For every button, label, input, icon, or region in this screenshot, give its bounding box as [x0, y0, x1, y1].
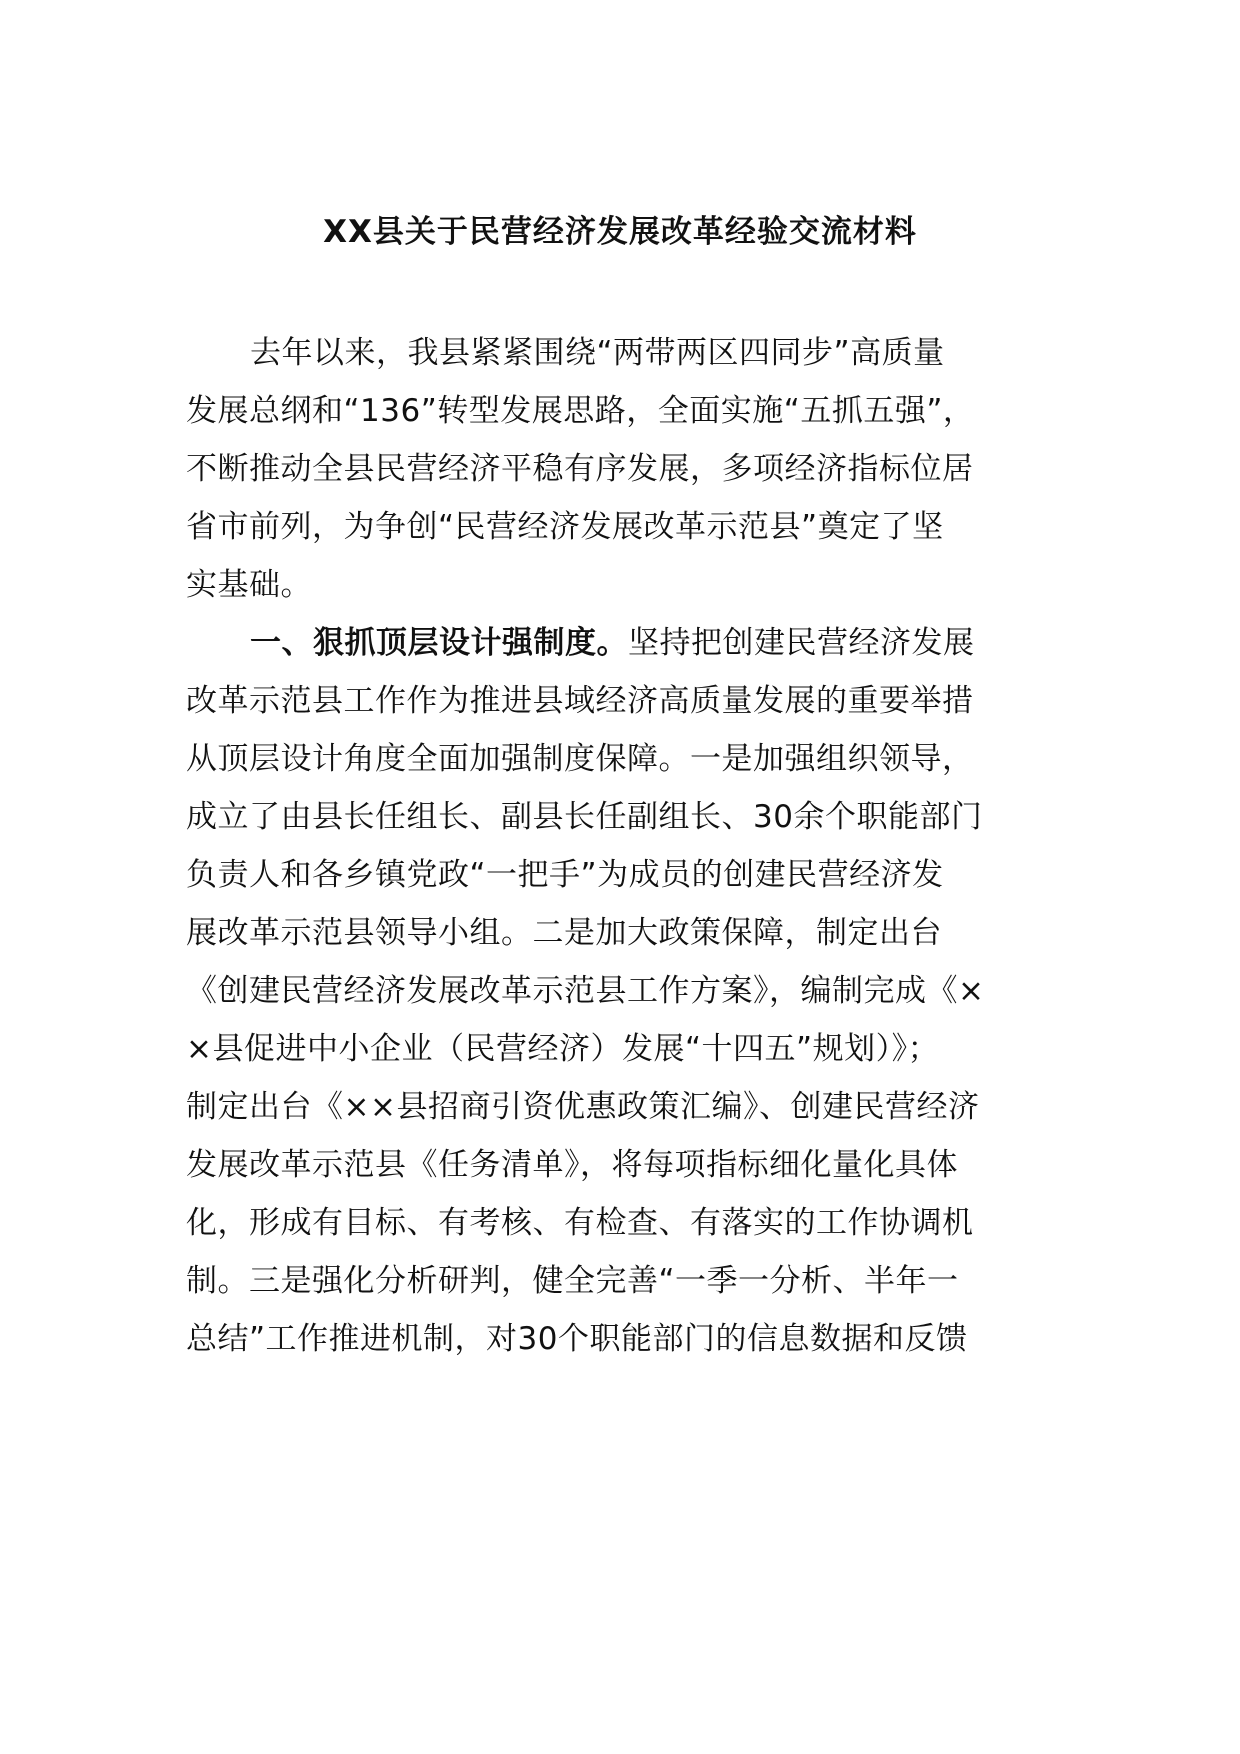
document-title: XX县关于民营经济发展改革经验交流材料 — [323, 214, 917, 250]
paragraph-line: 展改革示范县领导小组。二是加大政策保障，制定出台 — [186, 915, 942, 951]
paragraph-line: 总结”工作推进机制，对30个职能部门的信息数据和反馈 — [186, 1321, 968, 1357]
section-heading-line — [250, 623, 975, 663]
paragraph-line: 化，形成有目标、有考核、有检查、有落实的工作协调机 — [186, 1205, 974, 1241]
paragraph-line: 发展改革示范县《任务清单》，将每项指标细化量化具体 — [186, 1147, 958, 1183]
paragraph-line: 实基础。 — [186, 567, 312, 603]
paragraph-line: ×县促进中小企业（民营经济）发展“十四五”规划）》； — [186, 1031, 940, 1067]
paragraph-line: 不断推动全县民营经济平稳有序发展，多项经济指标位居 — [186, 451, 974, 487]
section-heading: 一、狠抓顶层设计强制度。 — [250, 625, 628, 661]
paragraph-line: 《创建民营经济发展改革示范县工作方案》，编制完成《× — [186, 973, 985, 1009]
paragraph-line: 负责人和各乡镇党政“一把手”为成员的创建民营经济发 — [186, 857, 944, 893]
paragraph-text: 坚持把创建民营经济发展 — [628, 625, 975, 661]
paragraph-line: 制定出台《××县招商引资优惠政策汇编》、创建民营经济 — [186, 1089, 980, 1125]
paragraph-line: 发展总纲和“136”转型发展思路，全面实施“五抓五强”， — [186, 393, 975, 429]
paragraph-line: 成立了由县长任组长、副县长任副组长、30余个职能部门 — [186, 799, 983, 835]
paragraph-line: 去年以来，我县紧紧围绕“两带两区四同步”高质量 — [250, 335, 945, 371]
paragraph-line: 改革示范县工作作为推进县域经济高质量发展的重要举措 — [186, 683, 974, 719]
paragraph-line: 省市前列，为争创“民营经济发展改革示范县”奠定了坚 — [186, 509, 944, 545]
paragraph-line: 制。三是强化分析研判，健全完善“一季一分析、半年一 — [186, 1263, 959, 1299]
paragraph-line: 从顶层设计角度全面加强制度保障。一是加强组织领导， — [186, 741, 974, 777]
